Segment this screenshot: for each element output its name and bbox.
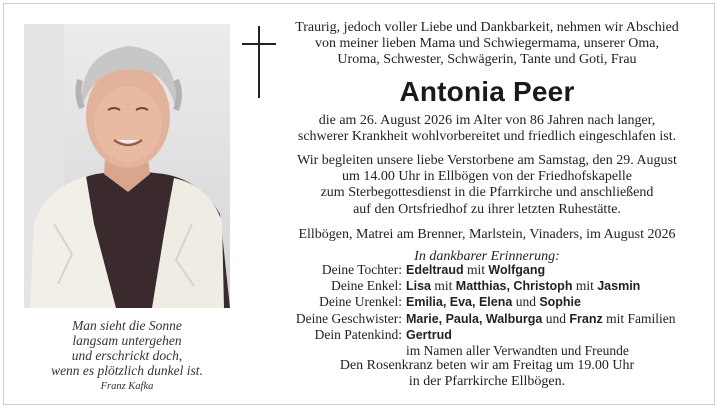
death-line: die am 26. August 2026 im Alter von 86 Jahren nach langer, bbox=[318, 112, 656, 128]
family-name: Marie, Paula, Walburga bbox=[406, 311, 543, 326]
obituary-text bbox=[268, 20, 706, 265]
quote-line: langsam untergehen bbox=[72, 333, 182, 348]
family-label: Dein Patenkind: bbox=[314, 326, 402, 342]
connector: und bbox=[512, 294, 540, 310]
others-line: im Namen aller Verwandten und Freunde bbox=[406, 343, 629, 359]
portrait-photo bbox=[24, 24, 230, 308]
family-name: Franz bbox=[569, 311, 603, 326]
rosary-line: in der Pfarrkirche Ellbögen. bbox=[408, 374, 566, 390]
connector: mit Familien bbox=[602, 310, 676, 326]
death-notice bbox=[268, 113, 706, 145]
family-name: Jasmin bbox=[597, 279, 641, 294]
funeral-line: Wir begleiten unsere liebe Verstorbene am Samstag, den 29. August bbox=[297, 153, 677, 169]
connector: und bbox=[542, 310, 570, 326]
memory-heading: In dankbarer Erinnerung: bbox=[414, 249, 560, 265]
family-label: Deine Geschwister: bbox=[295, 310, 402, 326]
family-row bbox=[268, 278, 706, 294]
family-name: Gertrud bbox=[406, 327, 452, 342]
family-label: Deine Urenkel: bbox=[319, 294, 402, 310]
quote-line: und erschrickt doch, bbox=[71, 348, 183, 363]
intro-line: von meiner lieben Mama und Schwiegermama, unserer Oma, bbox=[314, 36, 660, 52]
kafka-quote bbox=[24, 318, 230, 394]
intro-line: Traurig, jedoch voller Liebe und Dankbarkeit, nehmen wir Abschied bbox=[295, 20, 679, 35]
family-name: Lisa bbox=[406, 279, 432, 294]
intro-text bbox=[268, 20, 706, 69]
rosary-notice bbox=[268, 358, 706, 390]
family-row bbox=[268, 327, 706, 343]
funeral-line: zum Sterbegottesdienst in die Pfarrkirche und anschließend bbox=[320, 185, 654, 201]
funeral-details bbox=[268, 153, 706, 218]
family-name: Sophie bbox=[539, 295, 581, 310]
family-name: Wolfgang bbox=[488, 263, 546, 277]
family-row bbox=[268, 311, 706, 327]
family-name: Emilia, Eva, Elena bbox=[406, 295, 513, 310]
death-line: schwerer Krankheit wohlvorbereitet und friedlich eingeschlafen ist. bbox=[297, 128, 677, 144]
funeral-line: auf den Ortsfriedhof zu ihrer letzten Ruhestätte. bbox=[353, 201, 621, 217]
deceased-name: Antonia Peer bbox=[399, 75, 575, 107]
family-row bbox=[268, 343, 706, 359]
place-date: Ellbögen, Matrei am Brenner, Marlstein, Vinaders, im August 2026 bbox=[298, 226, 676, 242]
family-label: Deine Enkel: bbox=[331, 278, 402, 294]
family-row bbox=[268, 262, 706, 278]
family-name: Edeltraud bbox=[406, 263, 464, 277]
quote-line: wenn es plötzlich dunkel ist. bbox=[51, 363, 203, 378]
funeral-line: um 14.00 Uhr in Ellbögen von der Friedhofskapelle bbox=[341, 169, 633, 185]
quote-line: Man sieht die Sonne bbox=[72, 318, 182, 333]
connector: mit bbox=[463, 262, 489, 277]
family-list bbox=[268, 262, 706, 359]
family-name: Matthias, Christoph bbox=[455, 279, 573, 294]
quote-author: Franz Kafka bbox=[100, 381, 154, 392]
family-row bbox=[268, 294, 706, 310]
connector: mit bbox=[431, 278, 456, 294]
family-label: Deine Tochter: bbox=[321, 262, 402, 277]
connector: mit bbox=[572, 278, 598, 294]
rosary-line: Den Rosenkranz beten wir am Freitag um 19.00 Uhr bbox=[339, 358, 635, 373]
intro-line: Uroma, Schwester, Schwägerin, Tante und Goti, Frau bbox=[337, 52, 637, 68]
